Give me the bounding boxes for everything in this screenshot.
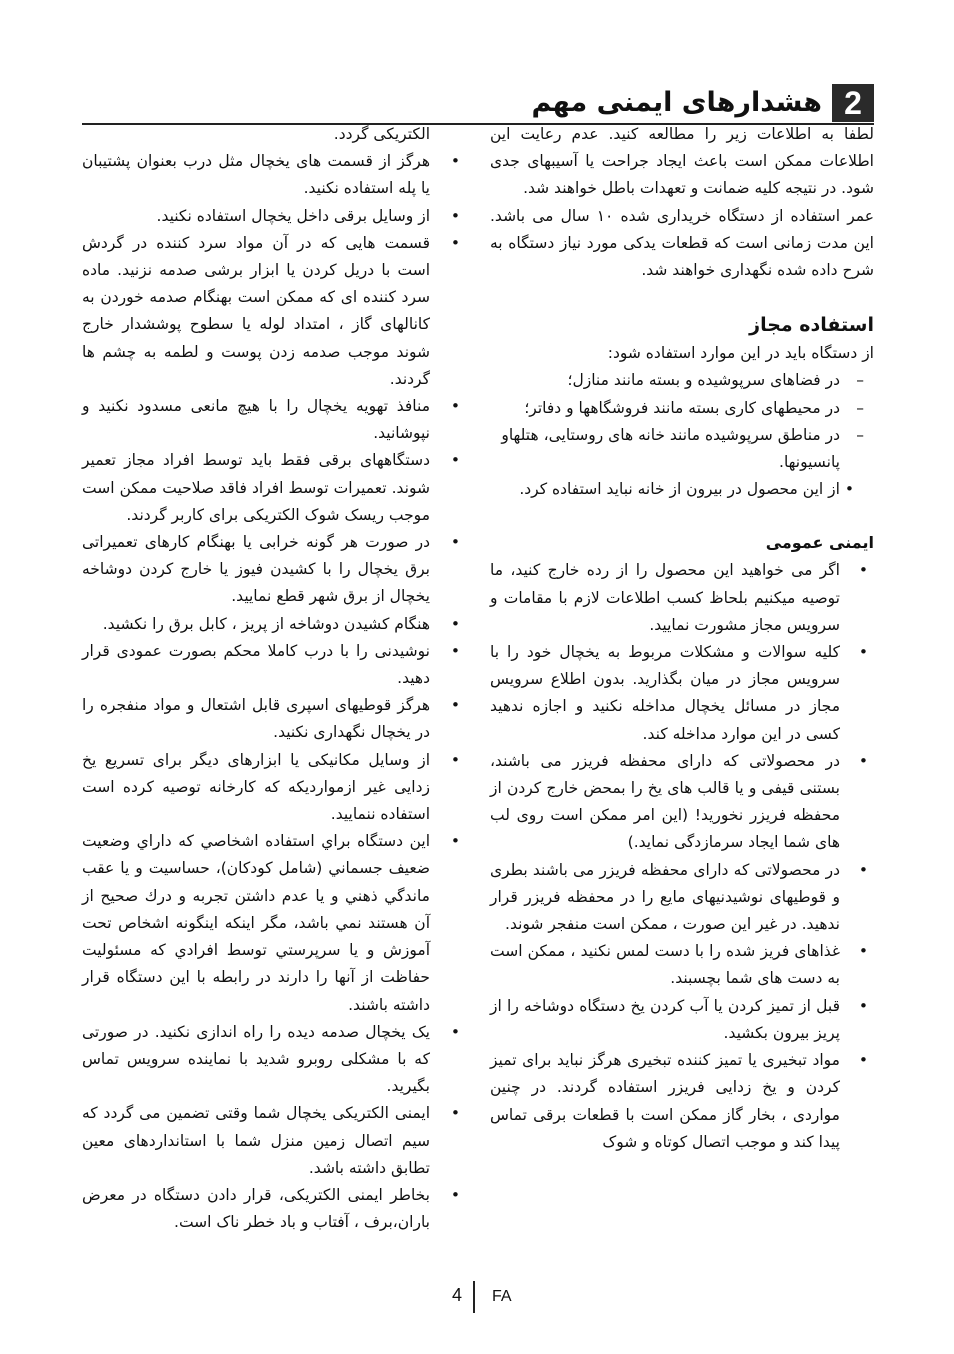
section-heading-permitted-use: استفاده مجاز [749, 314, 874, 337]
list-item: • کلیه سوالات و مشکلات مربوط به یخچال خود را با سرویس مجاز در میان بگذارید. بدون اطلاع سرویس مجاز در مسائل یخچال مداخله نکنید و اجازه ندهید کسی در این موارد مداخله کند. [490, 639, 874, 748]
list-item: • هرگز از قسمت های یخچال مثل درب بعنوان پشتیبان یا پله استفاده نکنید. [82, 148, 466, 202]
list-item: • یک یخچال صدمه دیده را راه اندازی نکنید. در صورتی که با مشکلی روبرو شدید با نماینده سرویس تماس بگیرید. [82, 1019, 466, 1101]
intro-paragraph: عمر استفاده از دستگاه خریداری شده ۱۰ سال می باشد. این مدت زمانی است که قطعات یدکی مورد نیاز دستگاه به شرح داده شده نگهداری خواهند شد. [490, 206, 874, 280]
list-item: • از وسایل مکانیکی یا ابزارهای دیگر برای تسریع یخ زدایی غیر ازمواردیکه که کارخانه توصیه کرده است استفاده ننمایید. [82, 747, 466, 829]
list-item: • ایمنی الکتریکی یخچال شما وقتی تضمین می گردد که سیم اتصال زمین منزل شما با استانداردهای معین تطابق داشته باشد. [82, 1100, 466, 1182]
left-column [82, 121, 466, 1236]
bullet-list [82, 121, 466, 1236]
dash-list [490, 367, 874, 476]
list-item: – در محیطهای کاری بسته مانند فروشگاهها و دفاتر؛ [490, 395, 874, 422]
list-item: • از وسایل برقی داخل یخچال استفاده نکنید. [82, 203, 466, 230]
list-item: – در فضاهای سرپوشیده و بسته مانند منازل؛ [490, 367, 874, 394]
list-item: • مواد تبخیری یا تمیز کننده تبخیری هرگز نباید برای تمیز کردن و یخ زدایی فریزر استفاده گردند. در چنین مواردی ، بخار گاز ممکن است با قطعات برقی تماس پیدا کند و موجب اتصال کوتاه و شوک [490, 1047, 874, 1156]
list-item: • هرگز قوطیهای اسپری قابل اشتعال و مواد منفجره را در یخچال نگهداری نکنید. [82, 692, 466, 746]
list-item: • نوشیدنی را با درب کاملا محکم بصورت عمودی قرار دهید. [82, 638, 466, 692]
continuation-text: الکتریکی گردد. [333, 125, 430, 143]
page-number: 4 [451, 1285, 462, 1305]
list-item: • اگر می خواهید این محصول را از رده خارج کنید، ما توصیه میکنیم بلحاظ کسب اطلاعات لازم با مقامات و سرویس مجاز مشورت نمایید. [490, 557, 874, 639]
page-title: هشدارهای ایمنی مهم [531, 87, 822, 118]
list-item: • قسمت هایی که در آن مواد سرد کننده در گردش است با دریل کردن یا ابزار برشی صدمه نزنید. ماده سرد کننده ای که ممکن است بهنگام صدمه خوردن به کانالهای گاز ، امتداد لوله یا سطوح پوششدار خارج شوند موجب صدمه زدن پوست و لطمه به چشم ها گردند. [82, 230, 466, 393]
list-item: • اين دستگاه براي استفاده اشخاصي که داراي وضعيت ضعيف جسماني (شامل کودکان)، حساسيت و يا عقب ماندگي ذهني و يا عدم داشتن تجربه و درك صحيح از آن هستند نمي باشد، مگر اينکه اينگونه اشخاص تحت آموزش و يا سرپرستي توسط افرادي که مسئوليت حفاظت از آنها را دارند در رابطه با اين دستگاه قرار داشته باشند. [82, 828, 466, 1018]
section-lead: از دستگاه باید در این موارد استفاده شود: [607, 344, 874, 363]
intro-paragraph: لطفا به اطلاعات زیر را مطالعه کنید. عدم رعایت این اطلاعات ممکن است باعث ایجاد جراحت یا آسیبهای جدی شود. در نتیجه کلیه ضمانت و تعهدات باطل خواهند شد. [490, 125, 874, 198]
chapter-number-badge: 2 [832, 84, 874, 122]
list-item: – در مناطق سرپوشیده مانند خانه های روستایی، هتلهاو پانسیونها. [490, 422, 874, 476]
list-item: • در صورت هر گونه خرابی یا بهنگام کارهای تعمیراتی برق یخچال را با کشیدن فیوز یا خارج کردن دوشاخه یخچال از برق شهر قطع نمایید. [82, 529, 466, 611]
list-item: • در محصولاتی که دارای محفظه فریزر می باشند، بستنی قیفی و یا قالب های یخ را بمحض خارج کردن از محفظه فریزر نخورید! (این امر ممکن است روی لب های شما ایجاد سرمازدگی نماید.) [490, 748, 874, 857]
section-heading-general-safety: ایمنی عمومی [765, 533, 874, 553]
page-footer [0, 1283, 954, 1313]
list-item: • قبل از تمیز کردن یا آب کردن یخ دستگاه دوشاخه را از پریز بیرون بکشید. [490, 993, 874, 1047]
bullet-list [490, 557, 874, 1155]
list-item: • هنگام کشیدن دوشاخه از پریز ، کابل برق را نکشید. [82, 611, 466, 638]
right-column [490, 121, 874, 1156]
language-code: FA [492, 1288, 512, 1305]
list-item: • بخاطر ایمنی الکتریکی، قرار دادن دستگاه در معرض باران،برف ، آفتاب و باد خطر ناک است. [82, 1182, 466, 1236]
list-item: • دستگاههای برقی فقط باید توسط افراد مجاز تعمیر شوند. تعمیرات توسط افراد فاقد صلاحیت ممکن است موجب ریسک شوک الکتریکی برای کاربر گردند. [82, 447, 466, 529]
footer-divider [473, 1281, 475, 1313]
list-item: • منافذ تهویه یخچال را با هیچ مانعی مسدود نکنید و نپوشانید. [82, 393, 466, 447]
page-header [531, 84, 874, 122]
outdoor-note: • از این محصول در بیرون از خانه نباید استفاده کرد. [519, 480, 854, 499]
list-item: • غذاهای فریز شده را با دست لمس نکنید ، ممکن است به دست های شما بچسبند. [490, 938, 874, 992]
list-item: • در محصولاتی که دارای محفظه فریزر می باشند بطری و قوطیهای نوشیدنیهای مایع را در محفظه فریزر قرار ندهید. در غیر این صورت ، ممکن است منفجر شوند. [490, 857, 874, 939]
